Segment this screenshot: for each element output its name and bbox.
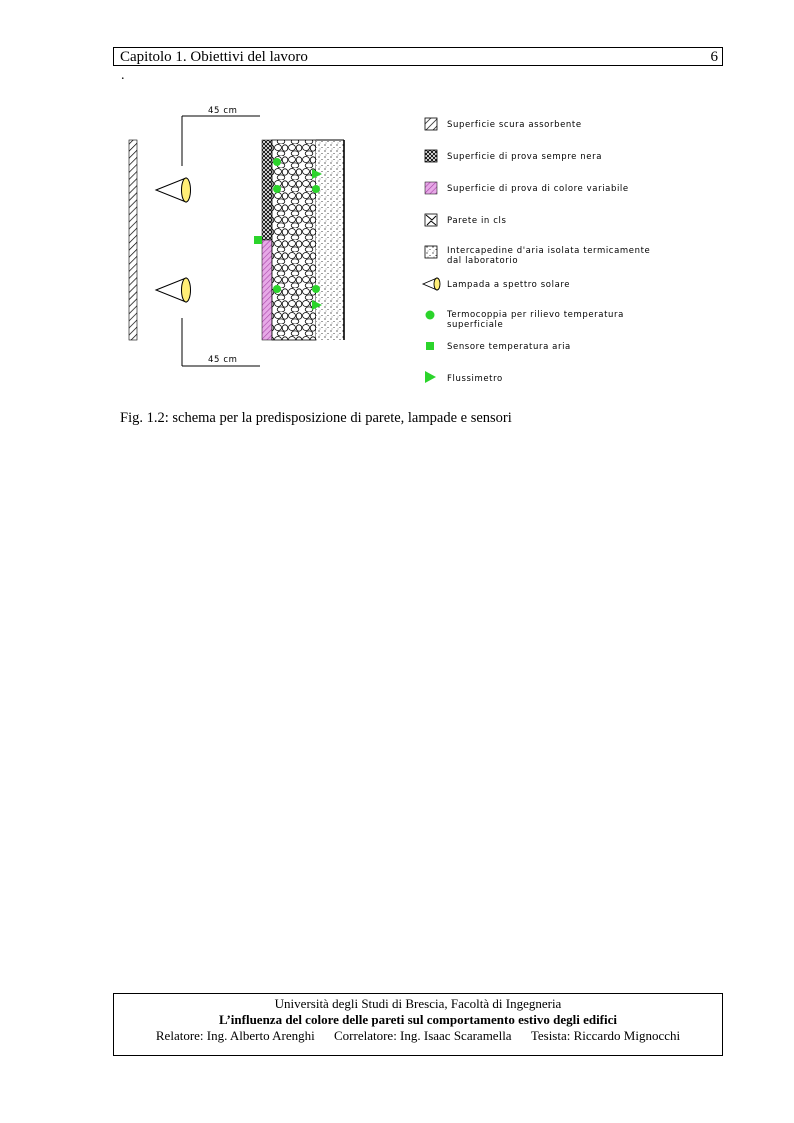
air-temp-sensor-square-icon (426, 342, 434, 350)
legend (423, 118, 650, 384)
solar-lamp-lower (156, 278, 191, 302)
footer-tesista: Tesista: Riccardo Mignocchi (530, 1028, 681, 1043)
schematic-svg (120, 96, 680, 392)
flowmeter-triangle-icon (425, 371, 436, 383)
legend-label-2: Superficie di prova sempre nera (447, 152, 603, 162)
dark-absorbing-surface (129, 140, 137, 340)
figure-caption: Fig. 1.2: schema per la predisposizione di parete, lampade e sensori (120, 410, 512, 426)
thermocouple-5 (312, 285, 320, 293)
legend-label-3: Superficie di prova di colore variabile (447, 184, 629, 194)
legend-label-5: Intercapedine d'aria isolata termicamente (447, 246, 651, 256)
footer-university: Università degli Studi di Brescia, Facoltà di Ingegneria (274, 996, 562, 1011)
legend-label-7b: superficiale (447, 320, 504, 330)
dimension-bottom-label: 45 cm (208, 355, 238, 365)
thermocouple-4 (273, 285, 281, 293)
legend-label-9: Flussimetro (447, 374, 503, 384)
wall-schematic-figure (120, 96, 680, 392)
thermocouple-1 (273, 158, 281, 166)
thermocouple-3 (312, 185, 320, 193)
page-footer (113, 993, 723, 1056)
solar-lamp-icon (423, 278, 440, 290)
legend-label-6: Lampada a spettro solare (447, 280, 571, 290)
dark-absorbing-surface-hatch-icon (425, 118, 437, 130)
page-number: 6 (710, 49, 718, 65)
dimension-top-label: 45 cm (208, 106, 238, 116)
legend-label-7: Termocoppia per rilievo temperatura (447, 310, 624, 320)
dimension-bottom (182, 318, 260, 366)
footer-credits (114, 1028, 722, 1044)
variable-color-test-surface-icon (425, 182, 437, 194)
running-header (113, 47, 723, 66)
insulated-cavity-icon (425, 246, 437, 258)
black-test-surface-crosshatch-icon (425, 150, 437, 162)
solar-lamp-upper (156, 178, 191, 202)
legend-label-8: Sensore temperatura aria (447, 342, 571, 352)
dimension-top (182, 106, 260, 166)
footer-correlatore: Correlatore: Ing. Isaac Scaramella (334, 1028, 512, 1043)
thermocouple-2 (273, 185, 281, 193)
footer-relatore: Relatore: Ing. Alberto Arenghi (155, 1028, 315, 1043)
air-temp-sensor (254, 236, 262, 244)
legend-label-1: Superficie scura assorbente (447, 120, 582, 130)
legend-label-4: Parete in cls (447, 216, 507, 226)
footer-thesis-title: L’influenza del colore delle pareti sul comportamento estivo degli edifici (218, 1012, 618, 1027)
thermocouple-dot-icon (426, 311, 435, 320)
cis-wall-icon (425, 214, 437, 226)
chapter-title: Capitolo 1. Obiettivi del lavoro (120, 49, 308, 65)
stray-mark: . (121, 68, 125, 83)
test-wall (262, 140, 344, 340)
legend-label-5b: dal laboratorio (447, 256, 519, 266)
